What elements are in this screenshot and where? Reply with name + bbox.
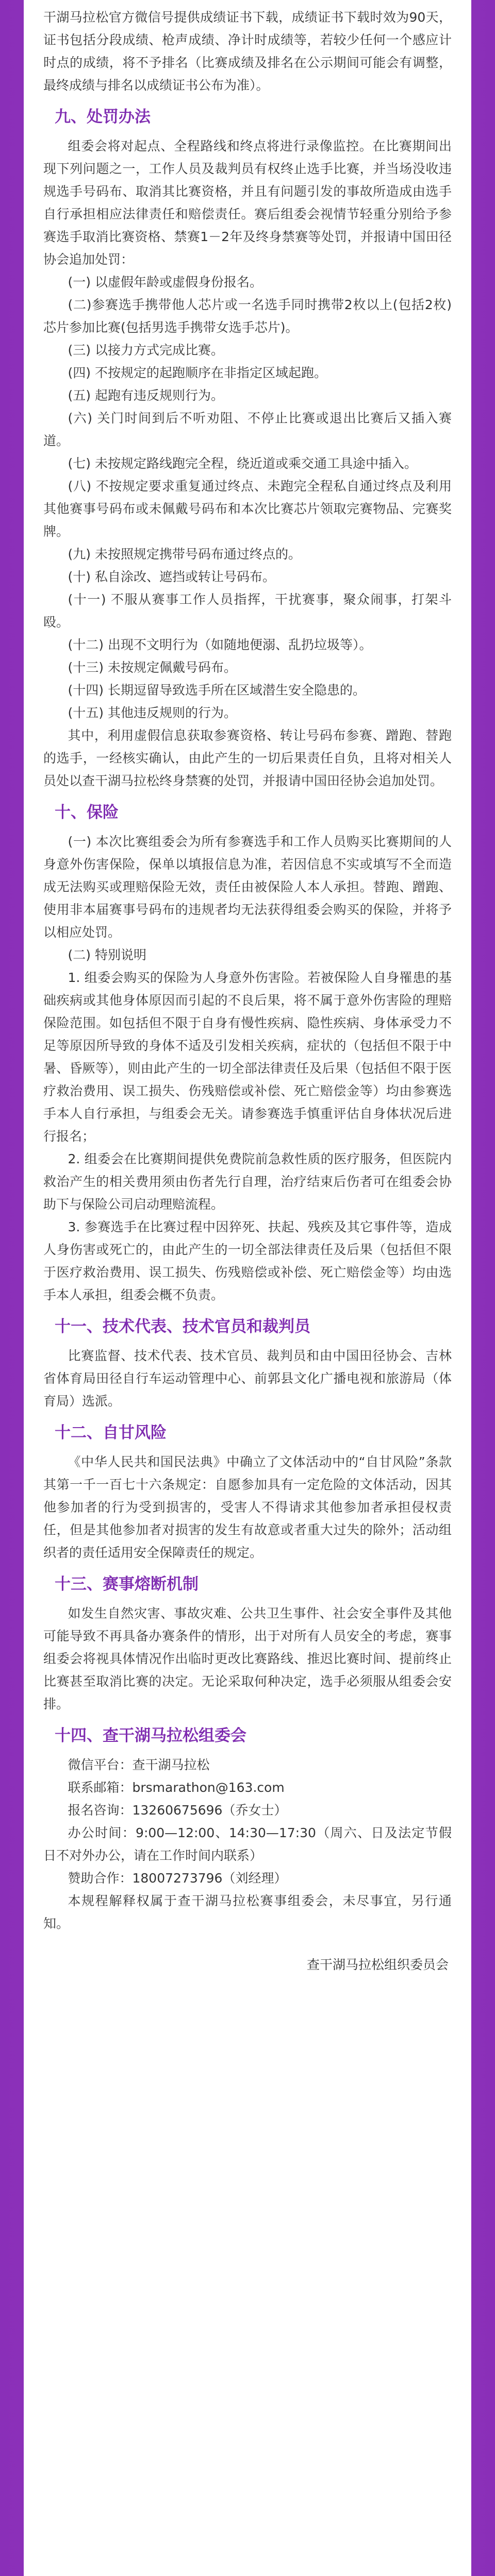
circuit-breaker-paragraph: 如发生自然灾害、事故灾难、公共卫生事件、社会安全事件及其他可能导致不再具备办赛条件的情形，出于对所有人员安全的考虑，赛事组委会将视具体情况作出临时更改比赛路线、推迟比赛时间、提前终止比赛甚至取消比赛的决定。无论采取何种决定，选手必须服从组委会安排。 bbox=[43, 1606, 452, 1711]
penalty-item: (十三) 未按规定佩戴号码布。 bbox=[68, 660, 237, 675]
penalty-item: (十) 私自涂改、遮挡或转让号码布。 bbox=[68, 569, 275, 584]
organizer-signature: 查干湖马拉松组织委员会 bbox=[306, 1957, 449, 1972]
penalty-item: (十五) 其他违反规则的行为。 bbox=[68, 705, 237, 720]
closing-statement: 本规程解释权属于查干湖马拉松赛事组委会，未尽事宜，另行通知。 bbox=[43, 1893, 452, 1931]
penalty-item: (七) 未按规定路线跑完全程，绕近道或乘交通工具途中插入。 bbox=[68, 456, 417, 471]
section-heading-penalties: 九、处罚办法 bbox=[55, 108, 151, 126]
section-heading-circuit-breaker: 十三、赛事熔断机制 bbox=[55, 1575, 199, 1594]
penalty-item: (六) 关门时间到后不听劝阻、不停止比赛或退出比赛后又插入赛道。 bbox=[43, 411, 452, 448]
insurance-note-2: 2. 组委会在比赛期间提供免费院前急救性质的医疗服务，但医院内救治产生的相关费用须由伤者先行自理，治疗结束后伤者可在组委会协助下与保险公司启动理赔流程。 bbox=[43, 1151, 452, 1212]
insurance-note-3: 3. 参赛选手在比赛过程中因猝死、扶起、残疾及其它事件等，造成人身伤害或死亡的，由此产生的一切全部法律责任及后果（包括但不限于医疗救治费用、误工损失、伤残赔偿或补偿、死亡赔偿金等）均由选手本人承担，组委会概不负责。 bbox=[43, 1219, 452, 1302]
contact-office-hours: 办公时间：9:00—12:00、14:30—17:30（周六、日及法定节假日不对外办公，请在工作时间内联系） bbox=[43, 1825, 452, 1863]
section-heading-committee: 十四、查干湖马拉松组委会 bbox=[55, 1726, 246, 1745]
contact-registration-phone: 报名咨询：13260675696（乔女士） bbox=[68, 1803, 287, 1818]
contact-wechat: 微信平台：查干湖马拉松 bbox=[68, 1757, 210, 1772]
assumed-risk-paragraph: 《中华人民共和国民法典》中确立了文体活动中的“自甘风险”条款其第一千一百七十六条规定：自愿参加具有一定危险的文体活动，因其他参加者的行为受到损害的，受害人不得请求其他参加者承担侵权责任，但是其他参加者对损害的发生有故意或者重大过失的除外；活动组织者的责任适用安全保障责任的规定。 bbox=[43, 1454, 452, 1560]
insurance-special-note-heading: (二) 特别说明 bbox=[68, 947, 146, 962]
section-heading-assumed-risk: 十二、自甘风险 bbox=[55, 1423, 167, 1442]
section-heading-insurance: 十、保险 bbox=[55, 803, 119, 822]
contact-sponsorship-phone: 赞助合作：18007273796（刘经理） bbox=[68, 1871, 287, 1886]
rules-document-card bbox=[24, 0, 471, 2576]
penalty-item: (四) 不按规定的起跑顺序在非指定区域起跑。 bbox=[68, 365, 327, 380]
contact-email: 联系邮箱：brsmarathon@163.com bbox=[68, 1780, 285, 1795]
penalty-item: (八) 不按规定要求重复通过终点、未跑完全程私自通过终点及利用其他赛事号码布或未佩戴号码布和本次比赛芯片领取完赛物品、完赛奖牌。 bbox=[43, 479, 452, 539]
penalty-item: (二)参赛选手携带他人芯片或一名选手同时携带2枚以上(包括2枚)芯片参加比赛(包括男选手携带女选手芯片)。 bbox=[43, 297, 452, 335]
penalty-item: (三) 以接力方式完成比赛。 bbox=[68, 343, 224, 358]
intro-paragraph: 干湖马拉松官方微信号提供成绩证书下载，成绩证书下载时效为90天，证书包括分段成绩、枪声成绩、净计时成绩等，若较少任何一个感应计时点的成绩，将不予排名（比赛成绩及排名在公示期间可能会有调整，最终成绩与排名以成绩证书公布为准）。 bbox=[43, 10, 452, 93]
penalties-note: 其中，利用虚假信息获取参赛资格、转让号码布参赛、蹭跑、替跑的选手，一经核实确认，由此产生的一切后果责任自负，且将对相关人员处以查干湖马拉松终身禁赛的处罚，并报请中国田径协会追加处罚。 bbox=[43, 728, 452, 788]
penalty-item: (九) 未按照规定携带号码布通过终点的。 bbox=[68, 547, 301, 562]
insurance-note-1: 1. 组委会购买的保险为人身意外伤害险。若被保险人自身罹患的基础疾病或其他身体原因而引起的不良后果，将不属于意外伤害险的理赔保险范围。如包括但不限于自身有慢性疾病、隐性疾病、身体承受力不足等原因所导致的身体不适及引发相关疾病，症状的（包括但不限于中暑、昏厥等），则由此产生的一切全部法律责任及后果（包括但不限于医疗救治费用、误工损失、伤残赔偿或补偿、死亡赔偿金等）均由参赛选手本人自行承担，与组委会无关。请参赛选手慎重评估自身体状况后进行报名； bbox=[43, 970, 452, 1144]
penalty-item: (十四) 长期逗留导致选手所在区域潜生安全隐患的。 bbox=[68, 683, 366, 698]
penalty-item: (一) 以虚假年龄或虚假身份报名。 bbox=[68, 275, 262, 290]
penalty-item: (十二) 出现不文明行为（如随地便溺、乱扔垃圾等）。 bbox=[68, 637, 372, 652]
penalty-item: (十一) 不服从赛事工作人员指挥，干扰赛事，聚众闹事，打架斗殴。 bbox=[43, 592, 452, 630]
officials-paragraph: 比赛监督、技术代表、技术官员、裁判员和由中国田径协会、吉林省体育局田径自行车运动管理中心、前郭县文化广播电视和旅游局（体育局）选派。 bbox=[43, 1348, 452, 1409]
penalty-item: (五) 起跑有违反规则行为。 bbox=[68, 388, 224, 403]
section-heading-officials: 十一、技术代表、技术官员和裁判员 bbox=[55, 1317, 310, 1336]
penalties-paragraph: 组委会将对起点、全程路线和终点将进行录像监控。在比赛期间出现下列问题之一，工作人员及裁判员有权终止选手比赛，并当场没收违规选手号码布、取消其比赛资格，并且有问题引发的事故所造成由选手自行承担相应法律责任和赔偿责任。赛后组委会视情节轻重分别给予参赛选手取消比赛资格、禁赛1－2年及终身禁赛等处罚，并报请中国田径协会追加处罚： bbox=[43, 139, 452, 267]
insurance-paragraph: (一) 本次比赛组委会为所有参赛选手和工作人员购买比赛期间的人身意外伤害保险，保单以填报信息为准，若因信息不实或填写不全而造成无法购买或理赔保险无效，责任由被保险人本人承担。替跑、蹭跑、使用非本届赛事号码布的违规者均无法获得组委会购买的保险，并将予以相应处罚。 bbox=[43, 834, 452, 940]
